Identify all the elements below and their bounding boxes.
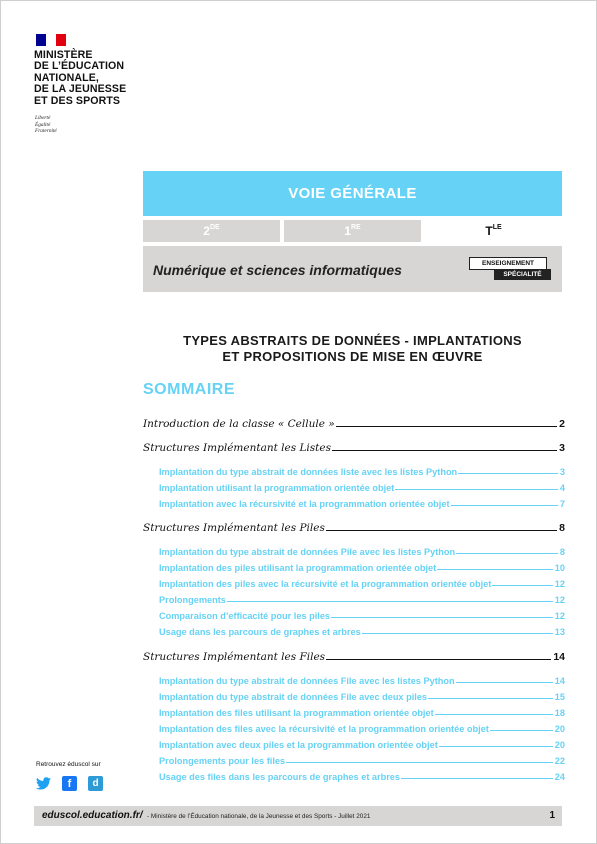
toc-entry-label: Structures Implémentant les Files xyxy=(143,651,326,663)
toc-subsection-entry[interactable] xyxy=(159,467,565,477)
toc-leader-line xyxy=(227,601,553,602)
toc-page-number: 7 xyxy=(559,499,565,509)
toc-leader-line xyxy=(395,489,558,490)
flag-white xyxy=(46,34,56,46)
toc-page-number: 12 xyxy=(554,579,565,589)
badge-enseignement: ENSEIGNEMENT xyxy=(469,257,547,270)
toc-page-number: 15 xyxy=(554,692,565,702)
toc-subsection-entry[interactable] xyxy=(159,708,565,718)
toc-entry-label: Implantation du type abstrait de données File avec deux piles xyxy=(159,692,428,702)
toc-page-number: 14 xyxy=(553,651,565,663)
toc-page-number: 14 xyxy=(554,676,565,686)
toc-leader-line xyxy=(401,778,553,779)
toc-leader-line xyxy=(332,450,557,451)
toc-entry-label: Implantation des piles avec la récursivité et la programmation orientée objet xyxy=(159,579,492,589)
toc-subsection-entry[interactable] xyxy=(159,740,565,750)
toc-leader-line xyxy=(456,682,553,683)
toc-entry-label: Prolongements xyxy=(159,595,226,605)
toc-leader-line xyxy=(456,553,558,554)
toc-subsection-entry[interactable] xyxy=(159,772,565,782)
toc-leader-line xyxy=(492,585,552,586)
toc-leader-line xyxy=(451,505,558,506)
toc-page-number: 12 xyxy=(554,595,565,605)
toc-entry-label: Prolongements pour les files xyxy=(159,756,286,766)
toc-section-entry[interactable] xyxy=(143,442,565,454)
toc-entry-label: Comparaison d’efficacité pour les piles xyxy=(159,611,331,621)
toc-page-number: 3 xyxy=(559,442,565,454)
level-premiere: 1 $^{RE}$ xyxy=(284,220,421,242)
toc-subsection-entry[interactable] xyxy=(159,563,565,573)
toc-entry-label: Implantation des files avec la récursivité et la programmation orientée objet xyxy=(159,724,489,734)
footer-bar xyxy=(34,806,562,826)
toc-entry-label: Usage des files dans les parcours de graphes et arbres xyxy=(159,772,401,782)
flag-red xyxy=(56,34,66,46)
subject-title: Numérique et sciences informatiques xyxy=(153,262,402,278)
toc-subsection-entry[interactable] xyxy=(159,483,565,493)
toc-subsection-entry[interactable] xyxy=(159,627,565,637)
subject-band xyxy=(143,246,562,292)
voie-generale-banner: VOIE GÉNÉRALE xyxy=(143,171,562,216)
toc-leader-line xyxy=(326,530,557,531)
level-seconde: 2 $^{DE}$ xyxy=(143,220,280,242)
toc-subsection-entry[interactable] xyxy=(159,595,565,605)
level-tabs xyxy=(143,220,562,242)
toc-leader-line xyxy=(336,426,557,427)
toc-subsection-entry[interactable] xyxy=(159,547,565,557)
toc-entry-label: Structures Implémentant les Listes xyxy=(143,442,331,454)
toc-page-number: 24 xyxy=(554,772,565,782)
republic-motto: Liberté Égalité Fraternité xyxy=(35,115,57,135)
toc-page-number: 3 xyxy=(559,467,565,477)
toc-entry-label: Implantation du type abstrait de données Pile avec les listes Python xyxy=(159,547,456,557)
toc-leader-line xyxy=(286,762,553,763)
toc-entry-label: Introduction de la classe « Cellule » xyxy=(143,418,335,430)
toc-subsection-entry[interactable] xyxy=(159,611,565,621)
page-number: 1 xyxy=(549,810,555,821)
eduscol-icon[interactable]: d xyxy=(88,776,103,791)
toc-leader-line xyxy=(437,569,553,570)
toc-entry-label: Implantation utilisant la programmation orientée objet xyxy=(159,483,395,493)
footer-caption: - Ministère de l’Éducation nationale, de la Jeunesse et des Sports - Juillet 2021 xyxy=(147,813,371,820)
sommaire-heading: SOMMAIRE xyxy=(143,381,235,398)
toc-page-number: 20 xyxy=(554,740,565,750)
toc-subsection-entry[interactable] xyxy=(159,676,565,686)
twitter-icon[interactable] xyxy=(36,776,51,791)
toc-leader-line xyxy=(490,730,553,731)
toc-subsection-entry[interactable] xyxy=(159,756,565,766)
toc-entry-label: Structures Implémentant les Piles xyxy=(143,522,325,534)
toc-subsection-entry[interactable] xyxy=(159,499,565,509)
toc-page-number: 2 xyxy=(559,418,565,430)
toc-leader-line xyxy=(428,698,553,699)
document-title: TYPES ABSTRAITS DE DONNÉES - IMPLANTATIONS ET PROPOSITIONS DE MISE EN ŒUVRE xyxy=(183,333,522,364)
toc-leader-line xyxy=(439,746,553,747)
toc-page-number: 8 xyxy=(559,547,565,557)
toc-entry-label: Implantation du type abstrait de données liste avec les listes Python xyxy=(159,467,458,477)
toc-page-number: 12 xyxy=(554,611,565,621)
toc-leader-line xyxy=(331,617,553,618)
retrouvez-eduscol-text: Retrouvez éduscol sur xyxy=(36,761,101,768)
french-flag-icon xyxy=(36,34,66,46)
toc-page-number: 20 xyxy=(554,724,565,734)
toc-page-number: 4 xyxy=(559,483,565,493)
toc-section-entry[interactable] xyxy=(143,522,565,534)
toc-leader-line xyxy=(435,714,553,715)
flag-blue xyxy=(36,34,46,46)
toc-entry-label: Implantation du type abstrait de données File avec les listes Python xyxy=(159,676,455,686)
toc-page-number: 18 xyxy=(554,708,565,718)
toc-subsection-entry[interactable] xyxy=(159,579,565,589)
toc-entry-label: Implantation des files utilisant la programmation orientée objet xyxy=(159,708,434,718)
footer-site-link[interactable]: eduscol.education.fr/ xyxy=(42,810,143,821)
badge-specialite: SPÉCIALITÉ xyxy=(494,269,551,280)
toc-entry-label: Implantation des piles utilisant la programmation orientée objet xyxy=(159,563,437,573)
toc-leader-line xyxy=(458,473,558,474)
toc-entry-label: Usage dans les parcours de graphes et arbres xyxy=(159,627,361,637)
toc-entry-label: Implantation avec la récursivité et la programmation orientée objet xyxy=(159,499,450,509)
toc-subsection-entry[interactable] xyxy=(159,724,565,734)
toc-subsection-entry[interactable] xyxy=(159,692,565,702)
toc-entry-label: Implantation avec deux piles et la programmation orientée objet xyxy=(159,740,438,750)
toc-page-number: 10 xyxy=(554,563,565,573)
toc-page-number: 8 xyxy=(559,522,565,534)
toc-page-number: 22 xyxy=(554,756,565,766)
toc-section-entry[interactable] xyxy=(143,651,565,663)
toc-leader-line xyxy=(362,633,553,634)
level-terminale: T $^{LE}$ xyxy=(425,220,562,242)
toc-page-number: 13 xyxy=(554,627,565,637)
toc-leader-line xyxy=(326,659,551,660)
toc-section-entry[interactable] xyxy=(143,418,565,430)
facebook-icon[interactable]: f xyxy=(62,776,77,791)
ministry-name: MINISTÈRE DE L’ÉDUCATION NATIONALE, DE LA JEUNESSE ET DES SPORTS xyxy=(34,49,127,107)
